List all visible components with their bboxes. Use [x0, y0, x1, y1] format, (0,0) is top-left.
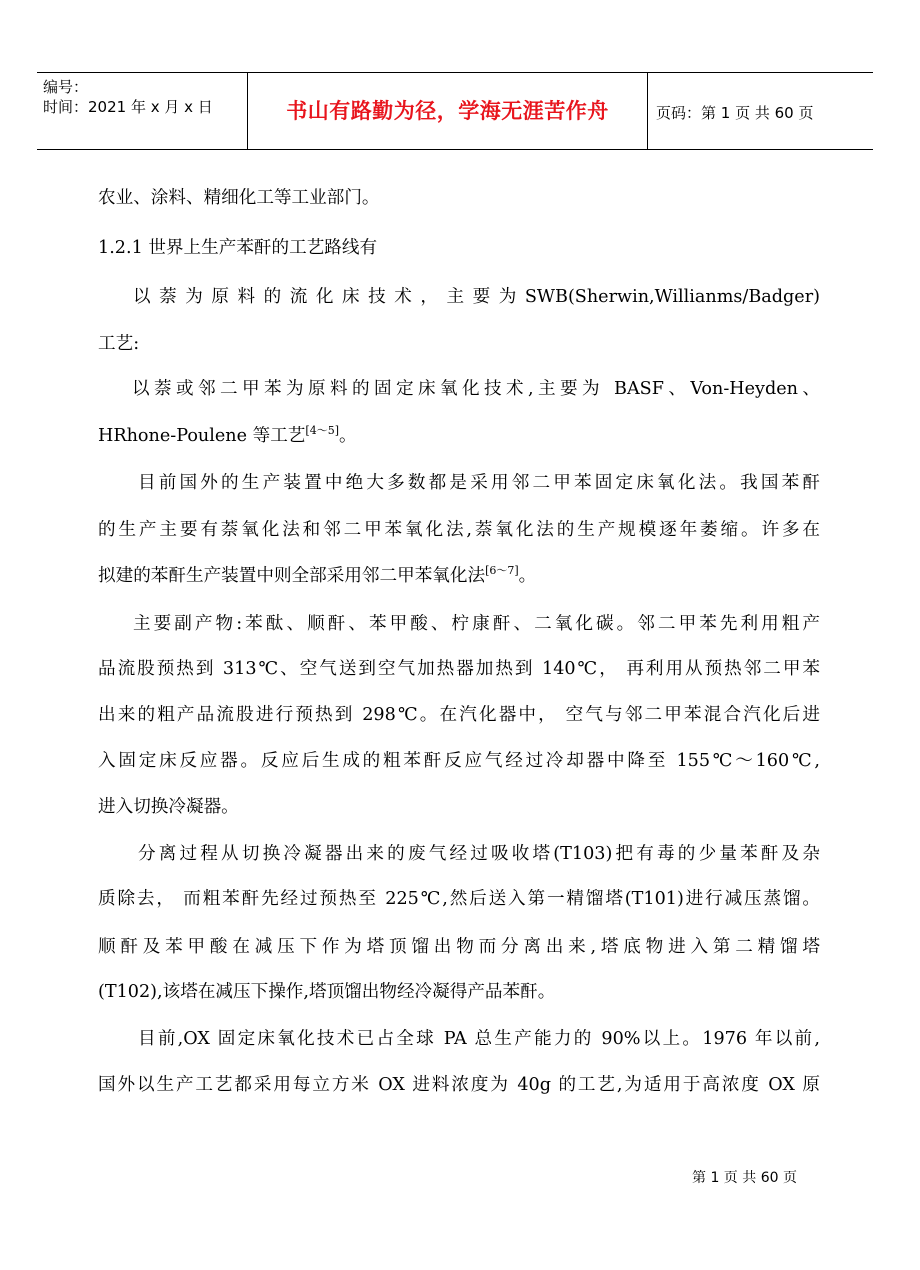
body-line — [98, 424, 820, 448]
body-text: 拟建的苯酐生产装置中则全部采用邻二甲苯氧化法 — [98, 566, 486, 586]
citation-ref: [6～7] — [485, 564, 519, 577]
header-motto: 书山有路勤为径，学海无涯苦作舟 — [286, 99, 609, 123]
body-line: 品流股预热到 313℃、空气送到空气加热器加热到 140℃， 再利用从预热邻二甲苯 — [98, 659, 820, 679]
body-line: 出来的粗产品流股进行预热到 298℃。在汽化器中， 空气与邻二甲苯混合汽化后进 — [98, 705, 820, 725]
header-page-info: 页码：第 1 页 共 60 页 — [656, 104, 814, 122]
header-divider — [647, 73, 648, 149]
date-text: 时间：2021 年 x 月 x 日 — [43, 98, 213, 116]
body-line: 目前,OX 固定床氧化技术已占全球 PA 总生产能力的 90%以上。1976 年以前, — [138, 1029, 820, 1049]
body-line: 以 萘 为 原 料 的 流 化 床 技 术 ， 主 要 为 SWB(Sherwin,Willianms/Badger) — [133, 287, 820, 307]
body-line: 工艺: — [98, 334, 140, 354]
body-text: HRhone-Poulene 等工艺 — [98, 426, 306, 446]
document-header — [37, 72, 873, 150]
serial-label: 编号： — [43, 78, 89, 96]
body-line: 入固定床反应器。反应后生成的粗苯酐反应气经过冷却器中降至 155℃～160℃, — [98, 751, 820, 771]
section-heading: 1.2.1 世界上生产苯酐的工艺路线有 — [98, 238, 378, 258]
header-meta — [43, 77, 213, 117]
body-line: 的生产主要有萘氧化法和邻二甲苯氧化法,萘氧化法的生产规模逐年萎缩。许多在 — [98, 520, 820, 540]
body-line: (T102),该塔在减压下操作,塔顶馏出物经冷凝得产品苯酐。 — [98, 982, 556, 1002]
page-footer: 第 1 页 共 60 页 — [692, 1170, 797, 1186]
citation-ref: [4～5] — [305, 424, 339, 437]
body-text: 。 — [339, 426, 357, 446]
body-line: 以萘或邻二甲苯为原料的固定床氧化技术,主要为 BASF、Von-Heyden、 — [132, 379, 820, 399]
body-line: 国外以生产工艺都采用每立方米 OX 进料浓度为 40g 的工艺,为适用于高浓度 OX 原 — [98, 1075, 820, 1095]
body-line — [98, 564, 820, 588]
body-line: 进入切换冷凝器。 — [98, 797, 239, 817]
body-text: 。 — [518, 566, 537, 586]
body-line: 质除去， 而粗苯酐先经过预热至 225℃,然后送入第一精馏塔(T101)进行减压蒸馏。 — [98, 889, 820, 909]
body-line: 主要副产物:苯酞、顺酐、苯甲酸、柠康酐、二氧化碳。邻二甲苯先利用粗产 — [133, 614, 820, 634]
body-line: 目前国外的生产装置中绝大多数都是采用邻二甲苯固定床氧化法。我国苯酐 — [138, 473, 820, 493]
body-line: 农业、涂料、精细化工等工业部门。 — [98, 188, 380, 208]
body-line: 分离过程从切换冷凝器出来的废气经过吸收塔(T103)把有毒的少量苯酐及杂 — [138, 844, 820, 864]
body-line: 顺酐及苯甲酸在减压下作为塔顶馏出物而分离出来,塔底物进入第二精馏塔 — [98, 937, 820, 957]
